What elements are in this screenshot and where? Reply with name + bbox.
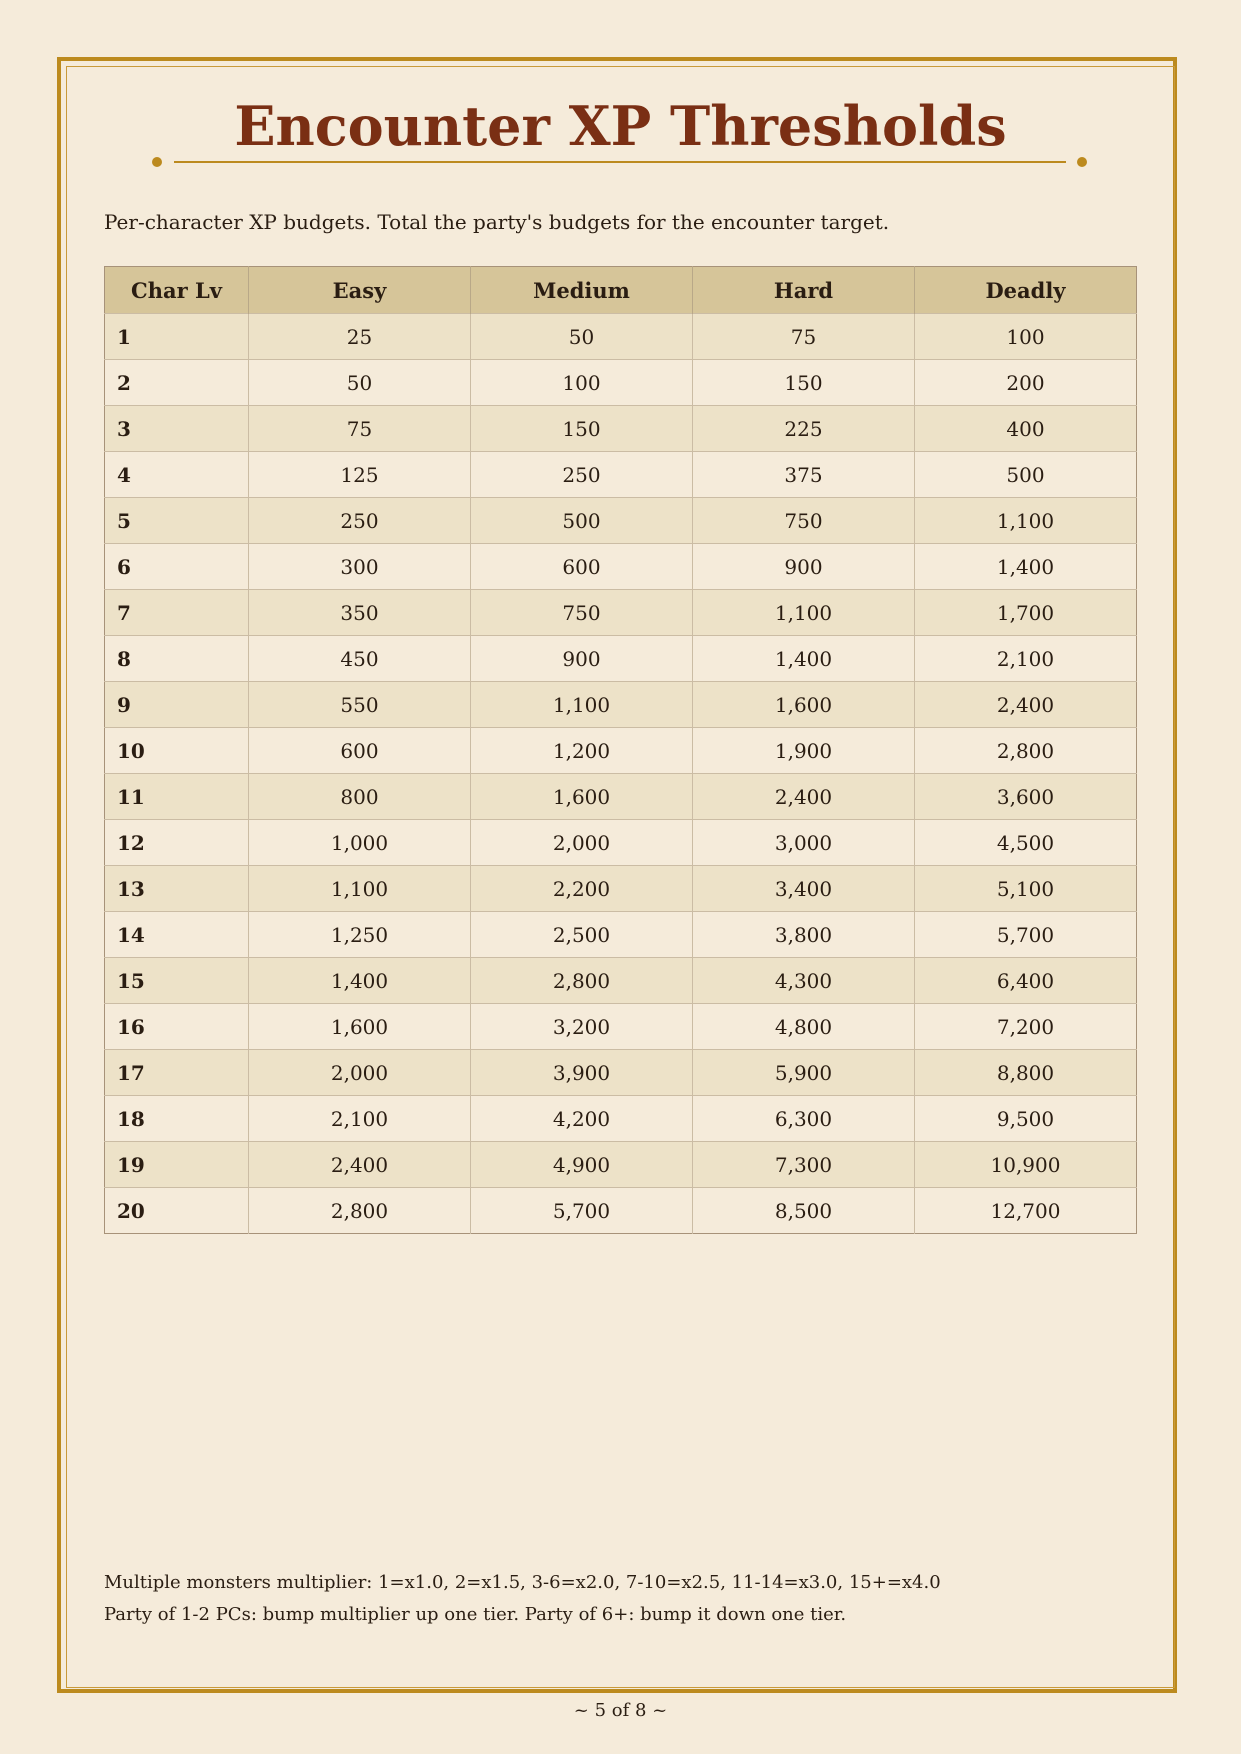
cell-easy: 1,600 (249, 1004, 471, 1050)
cell-deadly: 100 (915, 314, 1137, 360)
cell-medium: 1,600 (471, 774, 693, 820)
header-easy: Easy (249, 267, 471, 314)
cell-hard: 4,300 (693, 958, 915, 1004)
cell-easy: 450 (249, 636, 471, 682)
cell-deadly: 12,700 (915, 1188, 1137, 1234)
table-row (105, 774, 1137, 820)
title-rule-dot-right (1077, 157, 1087, 167)
cell-hard: 1,400 (693, 636, 915, 682)
cell-deadly: 4,500 (915, 820, 1137, 866)
cell-easy: 1,000 (249, 820, 471, 866)
cell-easy: 75 (249, 406, 471, 452)
cell-char-lv: 18 (105, 1096, 249, 1142)
cell-deadly: 1,100 (915, 498, 1137, 544)
cell-char-lv: 12 (105, 820, 249, 866)
cell-deadly: 10,900 (915, 1142, 1137, 1188)
title-rule-dot-left (152, 157, 162, 167)
cell-easy: 50 (249, 360, 471, 406)
header-deadly: Deadly (915, 267, 1137, 314)
cell-char-lv: 13 (105, 866, 249, 912)
cell-easy: 800 (249, 774, 471, 820)
table-row (105, 912, 1137, 958)
cell-easy: 25 (249, 314, 471, 360)
cell-medium: 100 (471, 360, 693, 406)
cell-deadly: 200 (915, 360, 1137, 406)
cell-deadly: 5,100 (915, 866, 1137, 912)
cell-hard: 5,900 (693, 1050, 915, 1096)
cell-medium: 900 (471, 636, 693, 682)
cell-deadly: 2,100 (915, 636, 1137, 682)
cell-easy: 2,400 (249, 1142, 471, 1188)
table-row (105, 1050, 1137, 1096)
table-body (105, 314, 1137, 1234)
cell-easy: 350 (249, 590, 471, 636)
cell-char-lv: 10 (105, 728, 249, 774)
cell-hard: 3,800 (693, 912, 915, 958)
cell-char-lv: 6 (105, 544, 249, 590)
cell-medium: 4,200 (471, 1096, 693, 1142)
cell-easy: 2,000 (249, 1050, 471, 1096)
cell-char-lv: 17 (105, 1050, 249, 1096)
cell-deadly: 3,600 (915, 774, 1137, 820)
cell-deadly: 1,700 (915, 590, 1137, 636)
cell-hard: 4,800 (693, 1004, 915, 1050)
cell-hard: 375 (693, 452, 915, 498)
cell-hard: 1,100 (693, 590, 915, 636)
table-row (105, 544, 1137, 590)
cell-char-lv: 1 (105, 314, 249, 360)
cell-hard: 7,300 (693, 1142, 915, 1188)
cell-medium: 2,800 (471, 958, 693, 1004)
header-char-lv: Char Lv (105, 267, 249, 314)
cell-medium: 2,000 (471, 820, 693, 866)
cell-deadly: 2,800 (915, 728, 1137, 774)
cell-char-lv: 16 (105, 1004, 249, 1050)
cell-hard: 900 (693, 544, 915, 590)
title-divider (174, 161, 1066, 163)
cell-medium: 1,100 (471, 682, 693, 728)
cell-deadly: 1,400 (915, 544, 1137, 590)
cell-hard: 750 (693, 498, 915, 544)
xp-thresholds-table (104, 266, 1137, 1234)
table-row (105, 360, 1137, 406)
cell-medium: 4,900 (471, 1142, 693, 1188)
table-row (105, 498, 1137, 544)
table-row (105, 1188, 1137, 1234)
cell-easy: 2,800 (249, 1188, 471, 1234)
cell-easy: 300 (249, 544, 471, 590)
cell-medium: 50 (471, 314, 693, 360)
table-row (105, 636, 1137, 682)
cell-medium: 600 (471, 544, 693, 590)
cell-hard: 3,400 (693, 866, 915, 912)
cell-hard: 2,400 (693, 774, 915, 820)
cell-easy: 125 (249, 452, 471, 498)
table-row (105, 958, 1137, 1004)
table-row (105, 590, 1137, 636)
cell-medium: 3,200 (471, 1004, 693, 1050)
cell-char-lv: 8 (105, 636, 249, 682)
cell-char-lv: 20 (105, 1188, 249, 1234)
table-row (105, 1096, 1137, 1142)
cell-char-lv: 4 (105, 452, 249, 498)
cell-medium: 750 (471, 590, 693, 636)
cell-deadly: 5,700 (915, 912, 1137, 958)
table-header (105, 267, 1137, 314)
cell-deadly: 9,500 (915, 1096, 1137, 1142)
cell-deadly: 400 (915, 406, 1137, 452)
cell-deadly: 7,200 (915, 1004, 1137, 1050)
cell-char-lv: 5 (105, 498, 249, 544)
cell-medium: 150 (471, 406, 693, 452)
cell-char-lv: 7 (105, 590, 249, 636)
cell-medium: 1,200 (471, 728, 693, 774)
cell-hard: 150 (693, 360, 915, 406)
cell-hard: 1,900 (693, 728, 915, 774)
cell-hard: 8,500 (693, 1188, 915, 1234)
table-row (105, 406, 1137, 452)
cell-medium: 2,500 (471, 912, 693, 958)
cell-char-lv: 11 (105, 774, 249, 820)
table-row (105, 1142, 1137, 1188)
cell-hard: 1,600 (693, 682, 915, 728)
table-row (105, 314, 1137, 360)
table-row (105, 728, 1137, 774)
cell-medium: 500 (471, 498, 693, 544)
table-row (105, 682, 1137, 728)
multiplier-note: Multiple monsters multiplier: 1=x1.0, 2=x1.5, 3-6=x2.0, 7-10=x2.5, 11-14=x3.0, 15+=x4.0 (104, 1572, 941, 1593)
cell-easy: 1,250 (249, 912, 471, 958)
cell-hard: 3,000 (693, 820, 915, 866)
cell-char-lv: 9 (105, 682, 249, 728)
cell-hard: 75 (693, 314, 915, 360)
table-row (105, 452, 1137, 498)
cell-hard: 225 (693, 406, 915, 452)
cell-char-lv: 19 (105, 1142, 249, 1188)
cell-easy: 1,400 (249, 958, 471, 1004)
header-medium: Medium (471, 267, 693, 314)
cell-medium: 250 (471, 452, 693, 498)
cell-char-lv: 15 (105, 958, 249, 1004)
cell-easy: 600 (249, 728, 471, 774)
cell-deadly: 500 (915, 452, 1137, 498)
intro-text: Per-character XP budgets. Total the party's budgets for the encounter target. (104, 210, 890, 234)
cell-hard: 6,300 (693, 1096, 915, 1142)
table-row (105, 820, 1137, 866)
cell-easy: 1,100 (249, 866, 471, 912)
cell-medium: 2,200 (471, 866, 693, 912)
cell-easy: 550 (249, 682, 471, 728)
cell-deadly: 6,400 (915, 958, 1137, 1004)
cell-medium: 5,700 (471, 1188, 693, 1234)
cell-easy: 250 (249, 498, 471, 544)
page-title: Encounter XP Thresholds (234, 94, 1007, 158)
cell-char-lv: 2 (105, 360, 249, 406)
header-row (105, 267, 1137, 314)
cell-deadly: 8,800 (915, 1050, 1137, 1096)
header-hard: Hard (693, 267, 915, 314)
cell-char-lv: 3 (105, 406, 249, 452)
cell-deadly: 2,400 (915, 682, 1137, 728)
party-size-note: Party of 1-2 PCs: bump multiplier up one tier. Party of 6+: bump it down one tier. (104, 1604, 847, 1625)
table-row (105, 866, 1137, 912)
cell-easy: 2,100 (249, 1096, 471, 1142)
table-row (105, 1004, 1137, 1050)
cell-medium: 3,900 (471, 1050, 693, 1096)
page-number: ~ 5 of 8 ~ (573, 1700, 668, 1721)
cell-char-lv: 14 (105, 912, 249, 958)
